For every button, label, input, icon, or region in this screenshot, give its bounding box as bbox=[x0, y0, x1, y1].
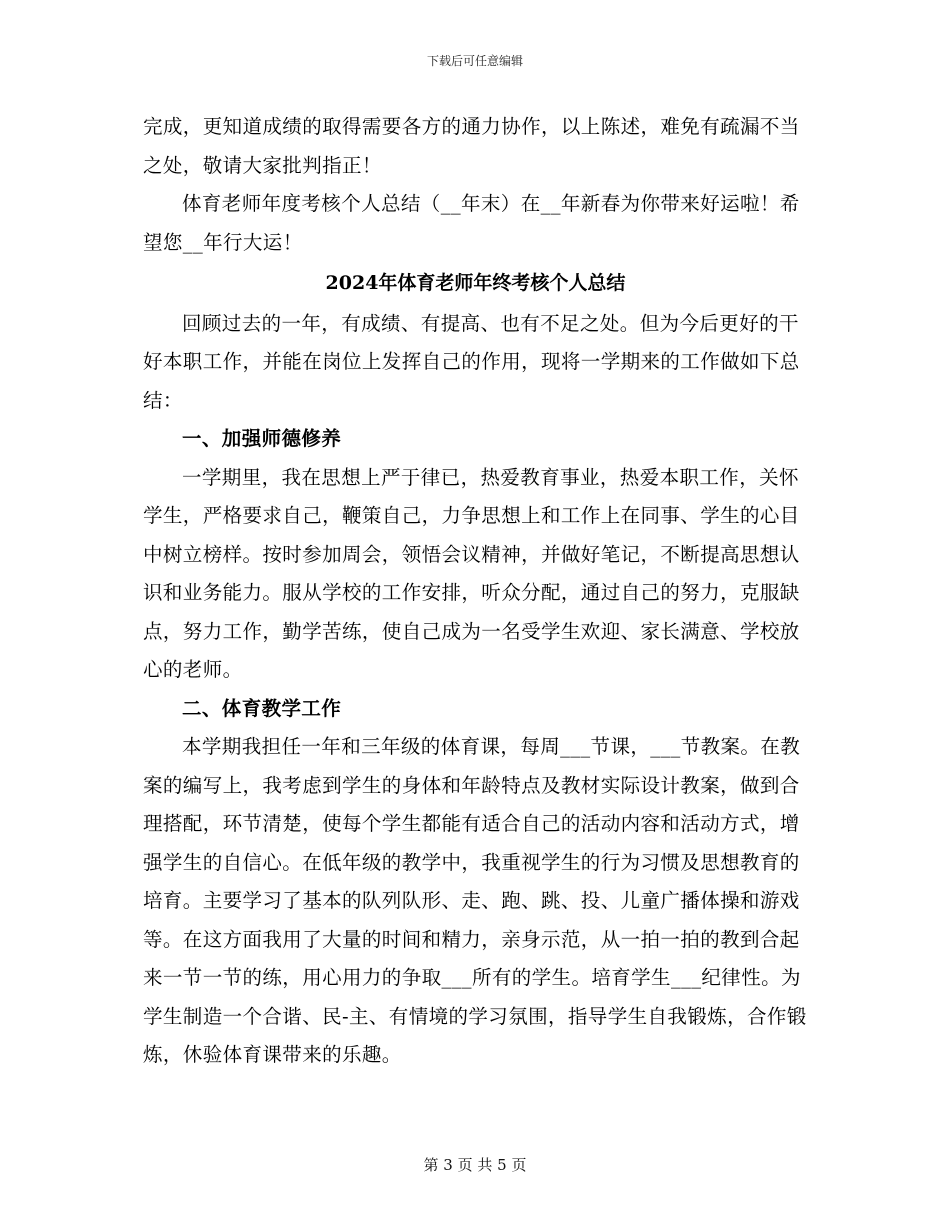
paragraph-intro: 回顾过去的一年，有成绩、有提高、也有不足之处。但为今后更好的干好本职工作，并能在岗位上发挥自己的作用，现将一学期来的工作做如下总结： bbox=[143, 311, 800, 412]
section-heading-teaching: 二、体育教学工作 bbox=[182, 696, 342, 720]
paragraph-ethics: 一学期里，我在思想上严于律已，热爱教育事业，热爱本职工作，关怀学生，严格要求自己，鞭策自己，力争思想上和工作上在同事、学生的心目中树立榜样。按时参加周会，领悟会议精神，并做好笔记，不断提高思想认识和业务能力。服从学校的工作安排，听众分配，通过自己的努力，克服缺点，努力工作，勤学苦练，使自己成为一名受学生欢迎、家长满意、学校放心的老师。 bbox=[143, 465, 800, 681]
page-number-footer: 第 3 页 共 5 页 bbox=[423, 1156, 527, 1174]
paragraph-teaching: 本学期我担任一年和三年级的体育课，每周___节课，___节教案。在教案的编写上，我考虑到学生的身体和年龄特点及教材实际设计教案，做到合理搭配，环节清楚，使每个学生都能有适合自己的活动内容和活动方式，增强学生的自信心。在低年级的教学中，我重视学生的行为习惯及思想教育的培育。主要学习了基本的队列队形、走、跑、跳、投、儿童广播体操和游戏等。在这方面我用了大量的时间和精力，亲身示范，从一拍一拍的教到合起来一节一节的练，用心用力的争取___所有的学生。培育学生___纪律性。为学生制造一个合谐、民-主、有情境的学习氛围，指导学生自我锻炼，合作锻炼，休验体育课带来的乐趣。 bbox=[143, 735, 807, 1066]
document-title: 2024年体育老师年终考核个人总结 bbox=[325, 272, 626, 294]
paragraph-continuation: 完成，更知道成绩的取得需要各方的通力协作，以上陈述，难免有疏漏不当之处，敬请大家批判指正！ bbox=[143, 115, 800, 177]
header-note: 下载后可任意编辑 bbox=[426, 54, 523, 68]
document-body bbox=[143, 108, 808, 1075]
section-heading-ethics: 一、加强师德修养 bbox=[182, 427, 342, 450]
paragraph-greeting: 体育老师年度考核个人总结（__年末）在__年新春为你带来好运啦！希望您__年行大运！ bbox=[143, 192, 800, 254]
